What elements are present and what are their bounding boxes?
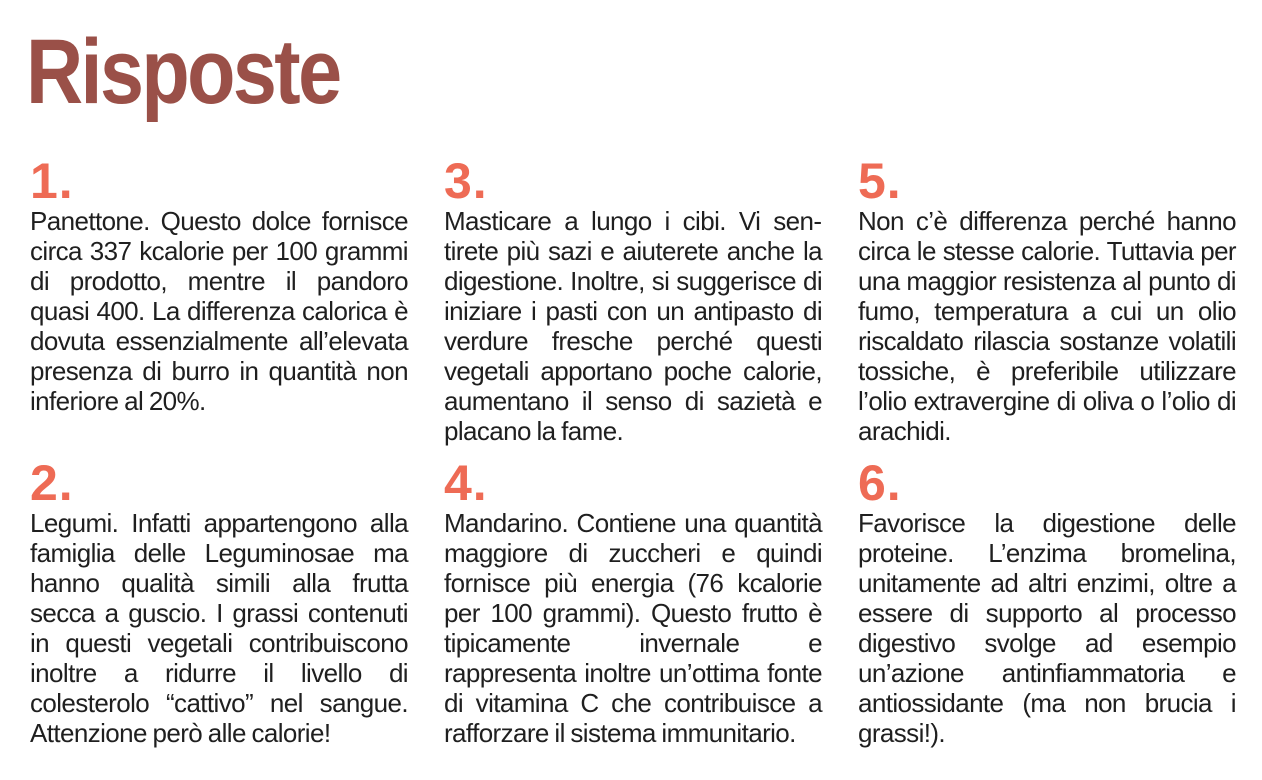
answer-number: 2.: [30, 455, 74, 511]
answer-number: 4.: [444, 455, 488, 511]
answer-text: Panettone. Questo dolce fornisce circa 337 kcalorie per 100 grammi di prodotto, mentre il pandoro quasi 400. La differenza calorica è dovuta essenzialmente all’elevata presenza di burro in quantità non inferiore al 20%.: [30, 206, 408, 416]
answer-number: 3.: [444, 153, 488, 209]
answer-3: [444, 153, 822, 446]
answer-6: [858, 455, 1236, 748]
answer-2: [30, 455, 408, 748]
answer-1: [30, 153, 408, 416]
answer-text: Masticare a lungo i cibi. Vi sentirete più sazi e aiuterete anche la digestione. Inoltre, si suggerisce di iniziare i pasti con un antipasto di verdure fresche perché questi vegetali apportano poche calorie, aumentano il senso di sazietà e placano la fame.: [444, 206, 822, 446]
answer-number: 1.: [30, 153, 74, 209]
answer-text: Mandarino. Contiene una quantità maggiore di zuccheri e quindi fornisce più energia (76 kcalorie per 100 grammi). Questo frutto è tipicamente invernale e rappresenta inoltre un’ottima fonte di vitamina C che contribuisce a rafforzare il sistema immunitario.: [444, 508, 822, 748]
answer-text: Favorisce la digestione delle proteine. L’enzima bromelina, unitamente ad altri enzimi, oltre a essere di supporto al processo digestivo svolge ad esempio un’azione antinfiammatoria e antiossidante (ma non brucia i grassi!).: [858, 508, 1236, 748]
answer-number: 6.: [858, 455, 902, 511]
answer-text: Non c’è differenza perché hanno circa le stesse calorie. Tuttavia per una maggior resistenza al punto di fumo, temperatura a cui un olio riscaldato rilascia sostanze volatili tossiche, è preferibile utilizzare l’olio extravergine di oliva o l’olio di arachidi.: [858, 206, 1236, 446]
answer-4: [444, 455, 822, 748]
answer-text: Legumi. Infatti appartengono alla famiglia delle Leguminosae ma hanno qualità simili alla frutta secca a guscio. I grassi contenuti in questi vegetali contribuiscono inoltre a ridurre il livello di colesterolo “cattivo” nel sangue. Attenzione però alle calorie!: [30, 508, 408, 748]
answer-number: 5.: [858, 153, 902, 209]
page-title: Risposte: [26, 21, 340, 123]
answer-5: [858, 153, 1236, 446]
